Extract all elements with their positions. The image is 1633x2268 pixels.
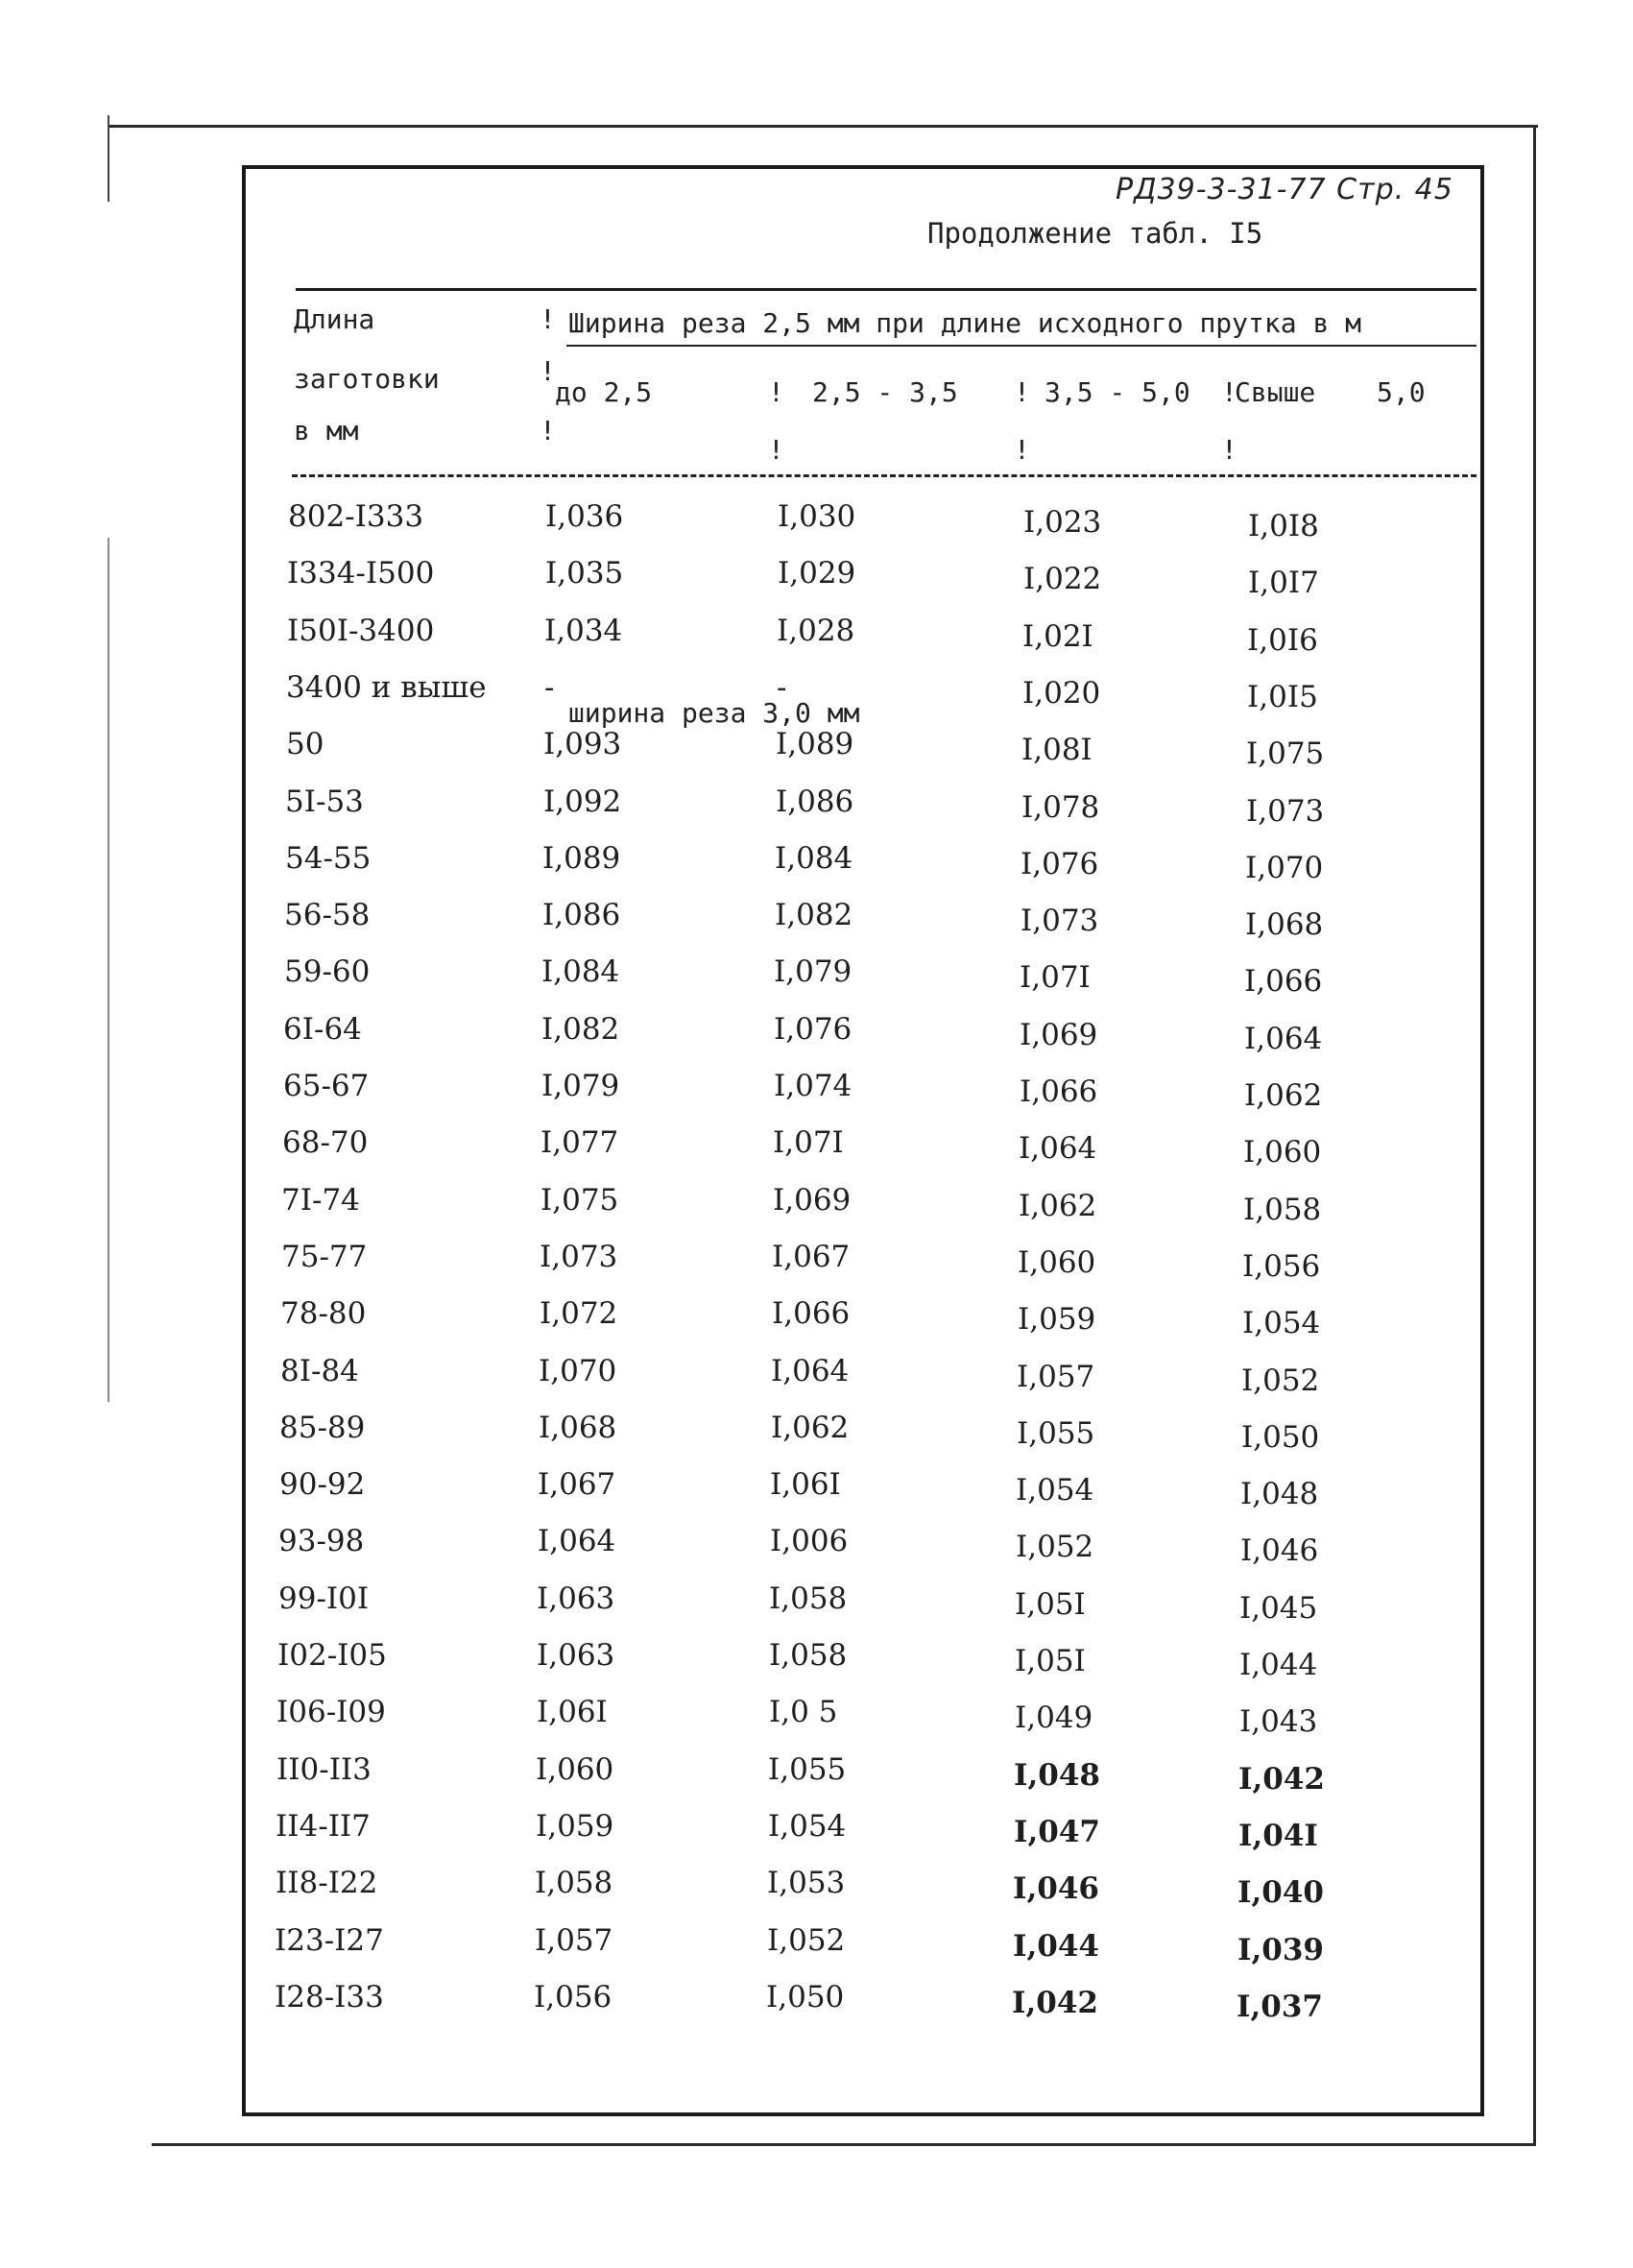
row-value-3-5-5-0: I,052 xyxy=(1016,1530,1094,1564)
row-length-cell: 75-77 xyxy=(281,1240,368,1274)
row-length-cell: 8I-84 xyxy=(280,1354,359,1388)
row-length-cell: II4-II7 xyxy=(276,1809,371,1844)
row-value-2-5-3-5: I,079 xyxy=(774,954,853,989)
row-length-cell: 54-55 xyxy=(285,841,372,876)
row-value-upto-2-5: I,06I xyxy=(537,1695,608,1729)
row-value-upto-2-5: I,035 xyxy=(545,556,624,591)
row-value-3-5-5-0: I,02I xyxy=(1022,619,1093,654)
column-separator-mark: ! xyxy=(1014,434,1030,466)
row-value-over-5-0: I,075 xyxy=(1246,736,1325,771)
row-value-2-5-3-5: I,074 xyxy=(774,1069,853,1103)
row-value-upto-2-5: I,068 xyxy=(539,1411,617,1445)
row-value-upto-2-5: I,059 xyxy=(536,1809,614,1844)
row-value-2-5-3-5: I,050 xyxy=(766,1980,845,2015)
row-value-2-5-3-5: I,029 xyxy=(778,556,856,591)
row-value-upto-2-5: I,079 xyxy=(541,1069,620,1103)
row-value-over-5-0: I,0I7 xyxy=(1248,566,1319,600)
header-col-3-5-5-0: 3,5 - 5,0 xyxy=(1045,376,1190,408)
row-length-cell: I334-I500 xyxy=(287,556,435,591)
column-separator-mark: ! xyxy=(768,376,784,408)
row-value-over-5-0: I,044 xyxy=(1239,1648,1318,1682)
header-group-underline xyxy=(566,345,1477,347)
outer-frame-left-lower xyxy=(108,538,109,1402)
row-value-upto-2-5: - xyxy=(544,670,555,705)
row-length-cell: 5I-53 xyxy=(285,784,364,819)
row-length-cell: 802-I333 xyxy=(288,499,424,534)
row-value-upto-2-5: I,036 xyxy=(545,499,624,534)
header-dashed-rule xyxy=(292,474,1477,477)
row-value-upto-2-5: I,072 xyxy=(540,1296,618,1331)
row-length-cell: 7I-74 xyxy=(281,1183,360,1218)
row-length-cell: 85-89 xyxy=(279,1411,366,1445)
row-value-3-5-5-0: I,042 xyxy=(1012,1986,1099,2020)
row-value-3-5-5-0: I,08I xyxy=(1021,733,1093,767)
row-length-cell: II0-II3 xyxy=(276,1752,372,1787)
row-value-3-5-5-0: I,064 xyxy=(1019,1131,1097,1166)
row-value-3-5-5-0: I,062 xyxy=(1019,1189,1097,1223)
row-value-upto-2-5: I,077 xyxy=(540,1125,619,1160)
column-separator-mark: ! xyxy=(540,415,556,446)
row-length-cell: 78-80 xyxy=(280,1296,367,1331)
row-length-cell: 68-70 xyxy=(282,1125,369,1160)
row-value-3-5-5-0: I,023 xyxy=(1023,505,1102,540)
row-value-2-5-3-5: I,07I xyxy=(773,1125,844,1160)
row-value-3-5-5-0: I,057 xyxy=(1017,1360,1095,1394)
column-separator-mark: ! xyxy=(1221,434,1237,466)
header-col-over-value: 5,0 xyxy=(1377,376,1426,408)
row-value-over-5-0: I,050 xyxy=(1241,1420,1320,1455)
row-value-2-5-3-5: I,066 xyxy=(772,1296,851,1331)
row-value-2-5-3-5: I,028 xyxy=(777,614,855,648)
row-value-over-5-0: I,056 xyxy=(1242,1249,1321,1284)
row-value-over-5-0: I,0I6 xyxy=(1247,623,1318,658)
row-value-2-5-3-5: I,067 xyxy=(772,1240,851,1274)
row-value-2-5-3-5: I,054 xyxy=(768,1809,847,1844)
row-value-3-5-5-0: I,076 xyxy=(1021,847,1099,881)
header-col-upto-2-5: до 2,5 xyxy=(555,376,653,408)
header-group-title: Ширина реза 2,5 мм при длине исходного прутка в м xyxy=(568,307,1362,339)
row-value-upto-2-5: I,089 xyxy=(542,841,621,876)
row-value-over-5-0: I,048 xyxy=(1240,1477,1319,1511)
row-value-3-5-5-0: I,048 xyxy=(1014,1758,1101,1793)
outer-frame-top xyxy=(108,125,1538,128)
row-value-3-5-5-0: I,060 xyxy=(1018,1245,1096,1280)
row-value-over-5-0: I,045 xyxy=(1239,1591,1318,1626)
row-length-cell: 3400 и выше xyxy=(286,670,487,705)
row-value-over-5-0: I,0I8 xyxy=(1248,509,1319,543)
row-value-upto-2-5: I,056 xyxy=(534,1980,612,2015)
row-value-over-5-0: I,039 xyxy=(1237,1933,1325,1967)
row-value-upto-2-5: I,058 xyxy=(535,1866,613,1900)
column-separator-mark: ! xyxy=(768,434,784,466)
header-col-2-5-3-5: 2,5 - 3,5 xyxy=(812,376,958,408)
row-value-upto-2-5: I,060 xyxy=(536,1752,614,1787)
row-length-cell: 99-I0I xyxy=(278,1581,370,1616)
row-value-over-5-0: I,064 xyxy=(1244,1022,1323,1056)
row-value-3-5-5-0: I,073 xyxy=(1021,904,1099,938)
row-value-3-5-5-0: I,059 xyxy=(1018,1302,1096,1337)
row-value-3-5-5-0: I,046 xyxy=(1013,1871,1100,1906)
column-separator-mark: ! xyxy=(1221,376,1237,408)
row-value-2-5-3-5: I,069 xyxy=(773,1183,852,1218)
row-value-over-5-0: I,073 xyxy=(1246,794,1325,829)
row-value-upto-2-5: I,086 xyxy=(542,898,621,932)
row-length-cell: 93-98 xyxy=(278,1524,365,1558)
row-value-3-5-5-0: I,066 xyxy=(1020,1074,1098,1109)
row-length-cell: I06-I09 xyxy=(276,1695,386,1729)
outer-frame-right xyxy=(1533,127,1536,2143)
column-separator-mark: ! xyxy=(540,303,556,335)
row-length-cell: 56-58 xyxy=(284,898,371,932)
row-value-3-5-5-0: I,05I xyxy=(1015,1644,1086,1678)
subheader-cut-width-3-0: ширина реза 3,0 мм xyxy=(568,697,860,729)
outer-frame-left xyxy=(108,115,109,202)
outer-frame-bottom xyxy=(152,2143,1536,2146)
row-value-upto-2-5: I,063 xyxy=(537,1581,615,1616)
row-value-over-5-0: I,037 xyxy=(1237,1990,1324,2024)
header-col-over-label: Свыше xyxy=(1235,376,1316,408)
row-value-2-5-3-5: I,064 xyxy=(771,1354,850,1388)
row-value-over-5-0: I,04I xyxy=(1238,1819,1318,1853)
row-value-2-5-3-5: I,055 xyxy=(768,1752,847,1787)
header-length-line3: в мм xyxy=(294,415,359,446)
row-value-upto-2-5: I,057 xyxy=(535,1923,613,1958)
column-separator-mark: ! xyxy=(540,355,556,387)
row-value-over-5-0: I,060 xyxy=(1243,1135,1322,1170)
row-value-2-5-3-5: I,052 xyxy=(767,1923,846,1958)
row-value-3-5-5-0: I,049 xyxy=(1015,1701,1093,1735)
row-length-cell: I50I-3400 xyxy=(287,614,435,648)
row-value-over-5-0: I,052 xyxy=(1241,1363,1320,1398)
row-value-upto-2-5: I,084 xyxy=(541,954,620,989)
row-value-2-5-3-5: I,084 xyxy=(775,841,853,876)
row-value-2-5-3-5: I,089 xyxy=(776,727,854,761)
row-length-cell: 50 xyxy=(286,727,324,761)
row-value-over-5-0: I,043 xyxy=(1239,1704,1318,1739)
row-length-cell: II8-I22 xyxy=(276,1866,378,1900)
row-value-2-5-3-5: I,006 xyxy=(770,1524,849,1558)
row-value-3-5-5-0: I,047 xyxy=(1014,1815,1101,1849)
row-value-upto-2-5: I,073 xyxy=(540,1240,618,1274)
row-length-cell: 65-67 xyxy=(283,1069,370,1103)
row-value-2-5-3-5: I,058 xyxy=(769,1638,848,1673)
row-value-upto-2-5: I,064 xyxy=(538,1524,616,1558)
row-value-over-5-0: I,070 xyxy=(1245,851,1324,885)
row-value-upto-2-5: I,070 xyxy=(539,1354,617,1388)
row-value-over-5-0: I,042 xyxy=(1238,1762,1326,1797)
row-value-2-5-3-5: I,030 xyxy=(778,499,856,534)
row-value-upto-2-5: I,067 xyxy=(538,1467,616,1502)
row-value-over-5-0: I,040 xyxy=(1237,1875,1325,1910)
row-value-3-5-5-0: I,069 xyxy=(1020,1018,1098,1052)
row-value-over-5-0: I,066 xyxy=(1244,964,1323,999)
row-length-cell: I28-I33 xyxy=(275,1980,384,2015)
header-length-line1: Длина xyxy=(294,303,375,335)
row-value-2-5-3-5: I,082 xyxy=(775,898,853,932)
table-continuation-title: Продолжение табл. I5 xyxy=(927,217,1263,250)
row-length-cell: 59-60 xyxy=(284,954,371,989)
row-value-upto-2-5: I,034 xyxy=(544,614,623,648)
row-value-2-5-3-5: - xyxy=(777,670,787,705)
row-value-upto-2-5: I,093 xyxy=(543,727,622,761)
table-top-rule xyxy=(296,288,1477,291)
header-length-line2: заготовки xyxy=(294,363,440,395)
row-value-over-5-0: I,046 xyxy=(1240,1533,1319,1568)
row-value-2-5-3-5: I,058 xyxy=(769,1581,848,1616)
row-value-3-5-5-0: I,022 xyxy=(1023,562,1102,596)
row-value-over-5-0: I,058 xyxy=(1243,1193,1322,1227)
row-value-over-5-0: I,054 xyxy=(1242,1306,1321,1340)
row-length-cell: 6I-64 xyxy=(283,1012,362,1047)
row-value-3-5-5-0: I,054 xyxy=(1016,1473,1094,1508)
row-value-upto-2-5: I,075 xyxy=(540,1183,619,1218)
row-value-2-5-3-5: I,086 xyxy=(776,784,854,819)
row-value-upto-2-5: I,082 xyxy=(541,1012,620,1047)
row-length-cell: I02-I05 xyxy=(277,1638,387,1673)
row-value-3-5-5-0: I,05I xyxy=(1015,1587,1086,1622)
row-length-cell: I23-I27 xyxy=(275,1923,384,1958)
row-value-over-5-0: I,068 xyxy=(1245,907,1324,942)
row-value-upto-2-5: I,063 xyxy=(537,1638,615,1673)
row-value-3-5-5-0: I,055 xyxy=(1017,1416,1095,1451)
column-separator-mark: ! xyxy=(1014,376,1030,408)
document-code: РД39-3-31-77 Стр. 45 xyxy=(1116,173,1453,206)
row-value-upto-2-5: I,092 xyxy=(543,784,622,819)
row-value-2-5-3-5: I,062 xyxy=(771,1411,850,1445)
row-value-3-5-5-0: I,044 xyxy=(1013,1929,1100,1964)
row-value-2-5-3-5: I,053 xyxy=(767,1866,846,1900)
row-value-over-5-0: I,0I5 xyxy=(1247,680,1318,714)
row-value-2-5-3-5: I,06I xyxy=(770,1467,841,1502)
row-value-3-5-5-0: I,020 xyxy=(1022,676,1101,711)
row-value-over-5-0: I,062 xyxy=(1244,1078,1323,1113)
row-value-3-5-5-0: I,07I xyxy=(1020,960,1091,995)
row-value-2-5-3-5: I,0 5 xyxy=(769,1695,838,1729)
row-value-3-5-5-0: I,078 xyxy=(1021,790,1100,825)
row-length-cell: 90-92 xyxy=(279,1467,366,1502)
row-value-2-5-3-5: I,076 xyxy=(774,1012,853,1047)
